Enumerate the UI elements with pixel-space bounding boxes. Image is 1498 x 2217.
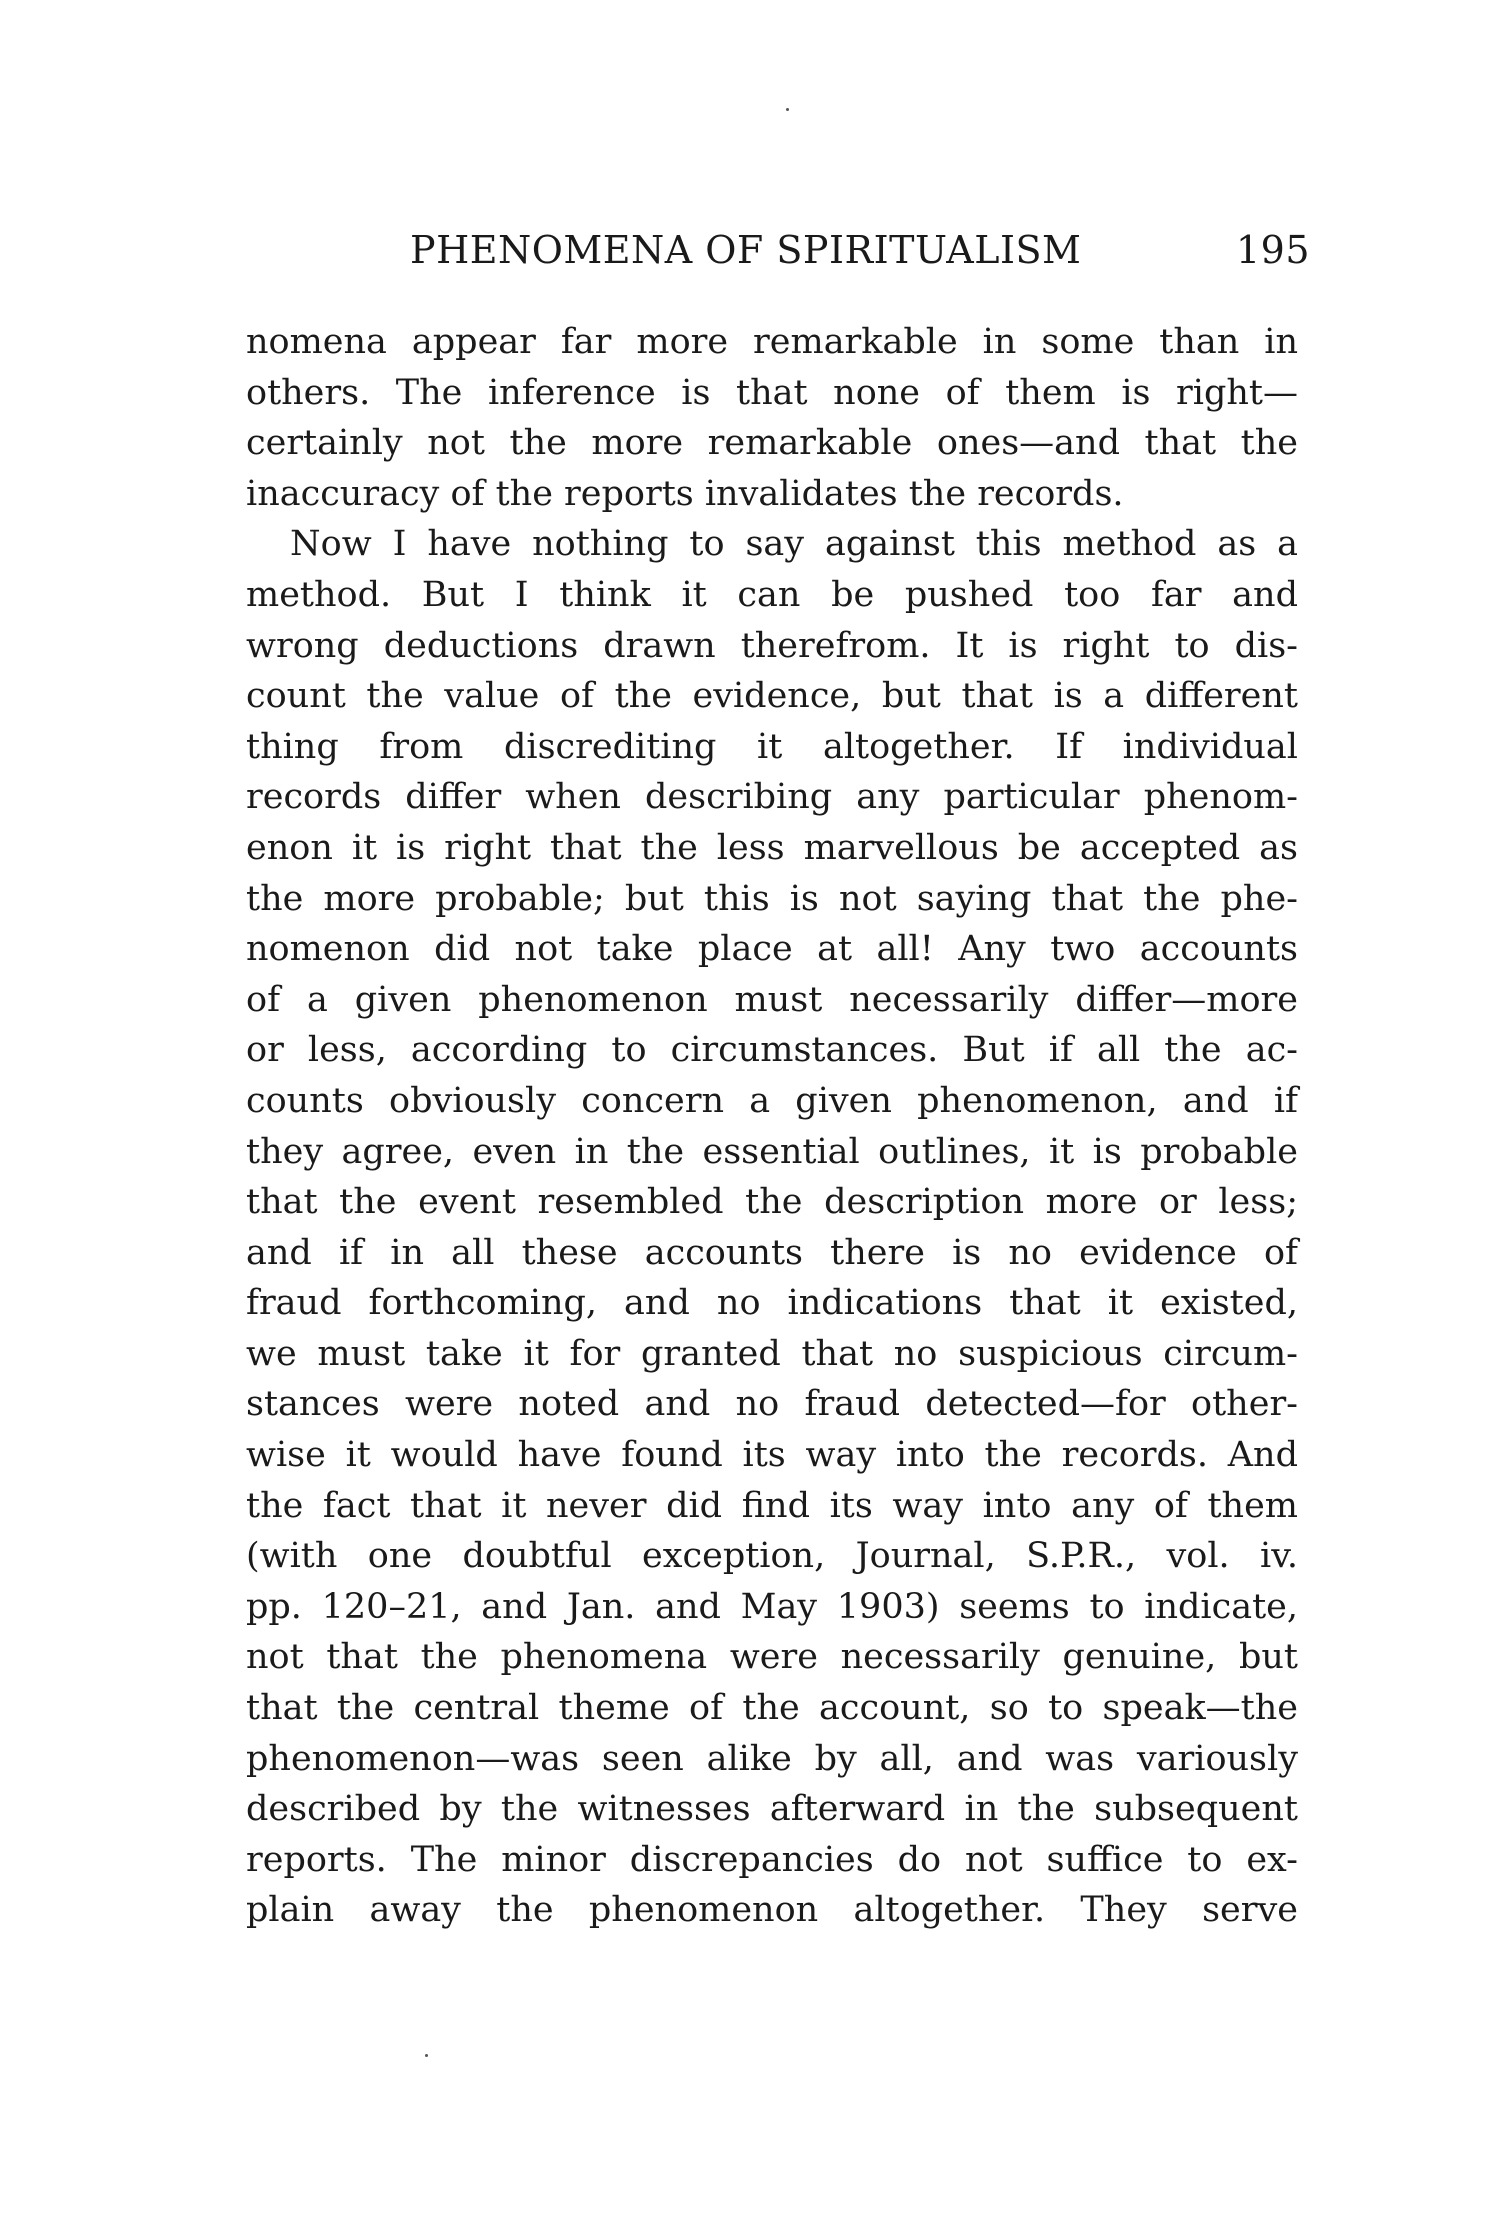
text-line: others. The inference is that none of them is right— bbox=[246, 372, 1298, 413]
text-line: they agree, even in the essential outlines, it is probable bbox=[246, 1131, 1298, 1172]
text-line: the fact that it never did find its way into any of them bbox=[246, 1485, 1298, 1526]
text-line: records differ when describing any particular phenom- bbox=[246, 777, 1298, 818]
text-line: nomenon did not take place at all! Any two accounts bbox=[246, 929, 1298, 970]
text-line: nomena appear far more remarkable in some than in bbox=[246, 322, 1298, 362]
text-line: we must take it for granted that no suspicious circum- bbox=[246, 1333, 1298, 1374]
text-line: stances were noted and no fraud detected—for other- bbox=[246, 1384, 1298, 1425]
text-line: or less, according to circumstances. But if all the ac- bbox=[246, 1030, 1298, 1071]
text-line: phenomenon—was seen alike by all, and was variously bbox=[246, 1738, 1298, 1779]
text-line: that the central theme of the account, so to speak—the bbox=[246, 1688, 1298, 1729]
text-line: Now I have nothing to say against this method as a bbox=[290, 524, 1298, 565]
paper-speck bbox=[425, 2054, 428, 2057]
text-line: method. But I think it can be pushed too far and bbox=[246, 574, 1298, 615]
text-line: wrong deductions drawn therefrom. It is right to dis- bbox=[246, 625, 1298, 666]
text-line: counts obviously concern a given phenomenon, and if bbox=[246, 1080, 1298, 1121]
running-title: PHENOMENA OF SPIRITUALISM bbox=[410, 228, 1082, 272]
text-line: (with one doubtful exception, Journal, S.P.R., vol. iv. bbox=[246, 1536, 1298, 1577]
body-text bbox=[246, 317, 1298, 1936]
text-line: of a given phenomenon must necessarily differ—more bbox=[246, 979, 1298, 1020]
text-line: plain away the phenomenon altogether. They serve bbox=[246, 1890, 1298, 1931]
text-line: the more probable; but this is not saying that the phe- bbox=[246, 878, 1298, 919]
text-line: reports. The minor discrepancies do not suffice to ex- bbox=[246, 1839, 1298, 1880]
text-line: and if in all these accounts there is no evidence of bbox=[246, 1232, 1298, 1273]
text-line: certainly not the more remarkable ones—and that the bbox=[246, 423, 1298, 464]
text-line: wise it would have found its way into the records. And bbox=[246, 1435, 1298, 1476]
text-line: described by the witnesses afterward in the subsequent bbox=[246, 1789, 1298, 1830]
page-header bbox=[410, 228, 1310, 280]
text-line: thing from discrediting it altogether. If individual bbox=[246, 726, 1298, 767]
text-line: that the event resembled the description more or less; bbox=[246, 1182, 1298, 1223]
text-line: inaccuracy of the reports invalidates the records. bbox=[246, 473, 1124, 514]
text-line: pp. 120–21, and Jan. and May 1903) seems to indicate, bbox=[246, 1586, 1298, 1627]
paper-speck bbox=[786, 108, 789, 111]
text-line: enon it is right that the less marvellous be accepted as bbox=[246, 827, 1298, 868]
text-line: count the value of the evidence, but that is a different bbox=[246, 676, 1298, 717]
text-line: not that the phenomena were necessarily genuine, but bbox=[246, 1637, 1298, 1678]
page-number: 195 bbox=[1235, 228, 1310, 272]
text-line: fraud forthcoming, and no indications that it existed, bbox=[246, 1283, 1298, 1324]
